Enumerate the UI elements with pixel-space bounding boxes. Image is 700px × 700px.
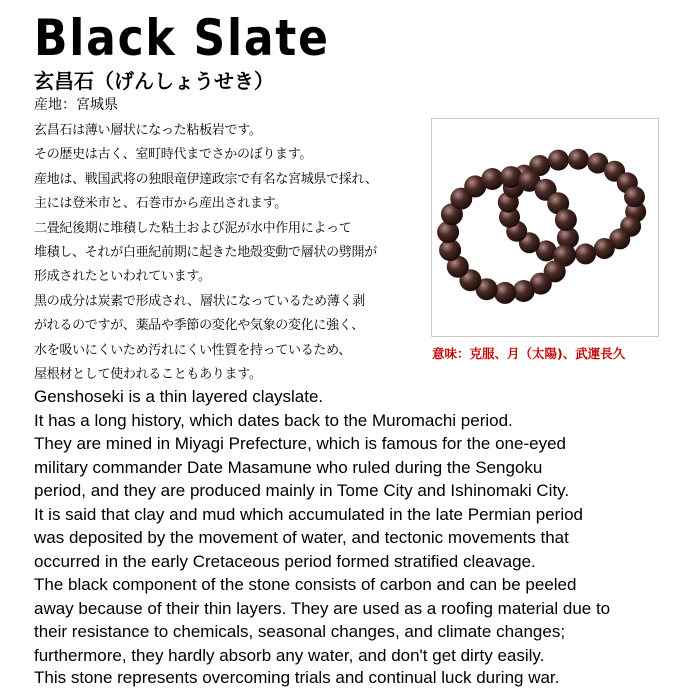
jp-line: 産地は、戦国武将の独眼竜伊達政宗で有名な宮城県で採れ、 [34, 171, 378, 187]
en-line: It is said that clay and mud which accumulated in the late Permian period [34, 504, 584, 524]
english-description [34, 385, 684, 667]
en-line: occurred in the early Cretaceous period formed stratified cleavage. [34, 551, 536, 571]
bead [481, 168, 503, 190]
bead [500, 166, 522, 188]
en-line: away because of their thin layers. They are used as a roofing material due to [34, 598, 611, 618]
en-line: their resistance to chemicals, seasonal changes, and climate changes; [34, 622, 566, 641]
bead [624, 186, 645, 207]
jp-line: 堆積し、それが白亜紀前期に起きた地殻変動で層状の劈開が [34, 245, 377, 261]
en-line: Genshoseki is a thin layered clayslate. [34, 387, 324, 406]
closing-statement: This stone represents overcoming trials and continual luck during war. [34, 668, 560, 687]
japanese-name: 玄昌石（げんしょうせき） [34, 69, 274, 93]
meaning-label: 意味：克服、月（太陽)、武運長久 [432, 346, 626, 361]
bead [568, 149, 589, 170]
bead [513, 280, 535, 302]
bead [548, 150, 569, 171]
bead [575, 243, 596, 264]
jp-line: 玄昌石は薄い層状になった粘板岩です。 [34, 123, 262, 138]
bead [594, 238, 615, 259]
jp-line: 水を吸いにくいため汚れにくい性質を持っているため、 [34, 342, 351, 358]
jp-line: 屋根材として使われることもあります。 [34, 367, 262, 383]
en-line: furthermore, they hardly absorb any water, and don't get dirty easily. [34, 645, 545, 665]
en-line: period, and they are produced mainly in Tome City and Ishinomaki City. [34, 481, 570, 500]
jp-line: 二畳紀後期に堆積した粘土および泥が水中作用によって [34, 220, 352, 236]
page-title: Black Slate [34, 9, 330, 67]
en-line: was deposited by the movement of water, and tectonic movements that [34, 528, 569, 547]
bead [555, 209, 577, 231]
bracelet-photo [431, 118, 659, 337]
jp-line: 形成されたといわれています。 [34, 269, 211, 285]
bracelet-image [432, 119, 658, 336]
jp-line: 黒の成分は炭素で形成され、層状になっているため薄く剥 [34, 293, 365, 309]
en-line: military commander Date Masamune who ruled during the Sengoku [34, 457, 543, 477]
en-line: The black component of the stone consists of carbon and can be peeled [34, 575, 577, 594]
en-line: They are mined in Miyagi Prefecture, which is famous for the one-eyed [34, 434, 566, 453]
en-line: It has a long history, which dates back to the Muromachi period. [34, 410, 513, 430]
jp-line: 主には登米市と、石巻市から産出されます。 [34, 196, 287, 212]
bead [494, 282, 516, 304]
origin-label: 産地：宮城県 [34, 97, 118, 113]
jp-line: がれるのですが、薬品や季節の変化や気象の変化に強く、 [34, 318, 364, 334]
japanese-description [34, 119, 426, 387]
jp-line: その歴史は古く、室町時代までさかのぼります。 [34, 147, 313, 163]
